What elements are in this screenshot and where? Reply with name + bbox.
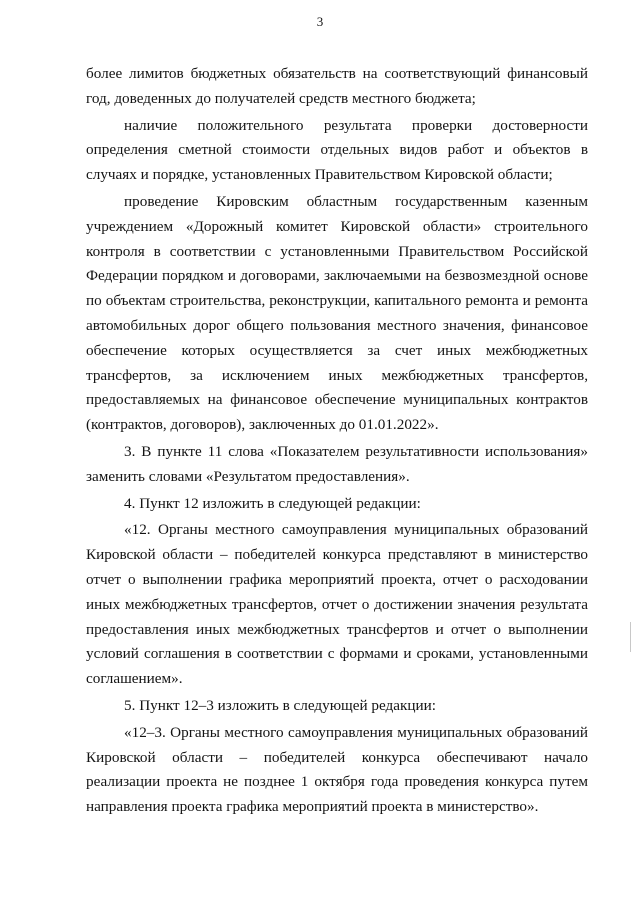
paragraph-item-4: 4. Пункт 12 изложить в следующей редакции: bbox=[124, 494, 421, 512]
paragraph-cost-verification: наличие положительного результата проверки достоверности определения сметной стоимости отдельных видов работ и объектов в случаях и порядке, установленных Правительством Кировской области; bbox=[86, 116, 588, 184]
paragraph-construction-control: проведение Кировским областным государственным казенным учреждением «Дорожный комитет Кировской области» строительного контроля в соответствии с установленными Правительством Российской Федерации порядком и договорами, заключаемыми на безвозмездной основе по объектам строительства, реконструкции, капитального ремонта и ремонта автомобильных дорог общего пользования местного значения, финансовое обеспечение которых осуществляется за счет иных межбюджетных трансфертов, за исключением иных межбюджетных трансфертов, предоставляемых на финансовое обеспечение муниципальных контрактов (контрактов, договоров), заключенных до 01.01.2022». bbox=[86, 192, 588, 434]
document-body bbox=[86, 62, 588, 820]
page-number: 3 bbox=[316, 14, 324, 29]
paragraph-item-3: 3. В пункте 11 слова «Показателем результативности использования» заменить словами «Результатом предоставления». bbox=[86, 442, 588, 485]
scan-edge-mark bbox=[630, 622, 631, 652]
paragraph-item-5: 5. Пункт 12–3 изложить в следующей редакции: bbox=[124, 696, 437, 714]
paragraph-budget-limits: более лимитов бюджетных обязательств на соответствующий финансовый год, доведенных до получателей средств местного бюджета; bbox=[86, 65, 588, 107]
paragraph-clause-12-3: «12–3. Органы местного самоуправления муниципальных образований Кировской области – победителей конкурса обеспечивают начало реализации проекта не позднее 1 октября года проведения конкурса путем направления проекта графика мероприятий проекта в министерство». bbox=[86, 723, 588, 816]
paragraph-clause-12: «12. Органы местного самоуправления муниципальных образований Кировской области – победителей конкурса представляют в министерство отчет о выполнении графика мероприятий проекта, отчет о расходовании иных межбюджетных трансфертов, отчет о достижении значения результата предоставления иных межбюджетных трансфертов и отчет о выполнении условий соглашения в соответствии с формами и сроками, установленными соглашением». bbox=[86, 521, 588, 688]
